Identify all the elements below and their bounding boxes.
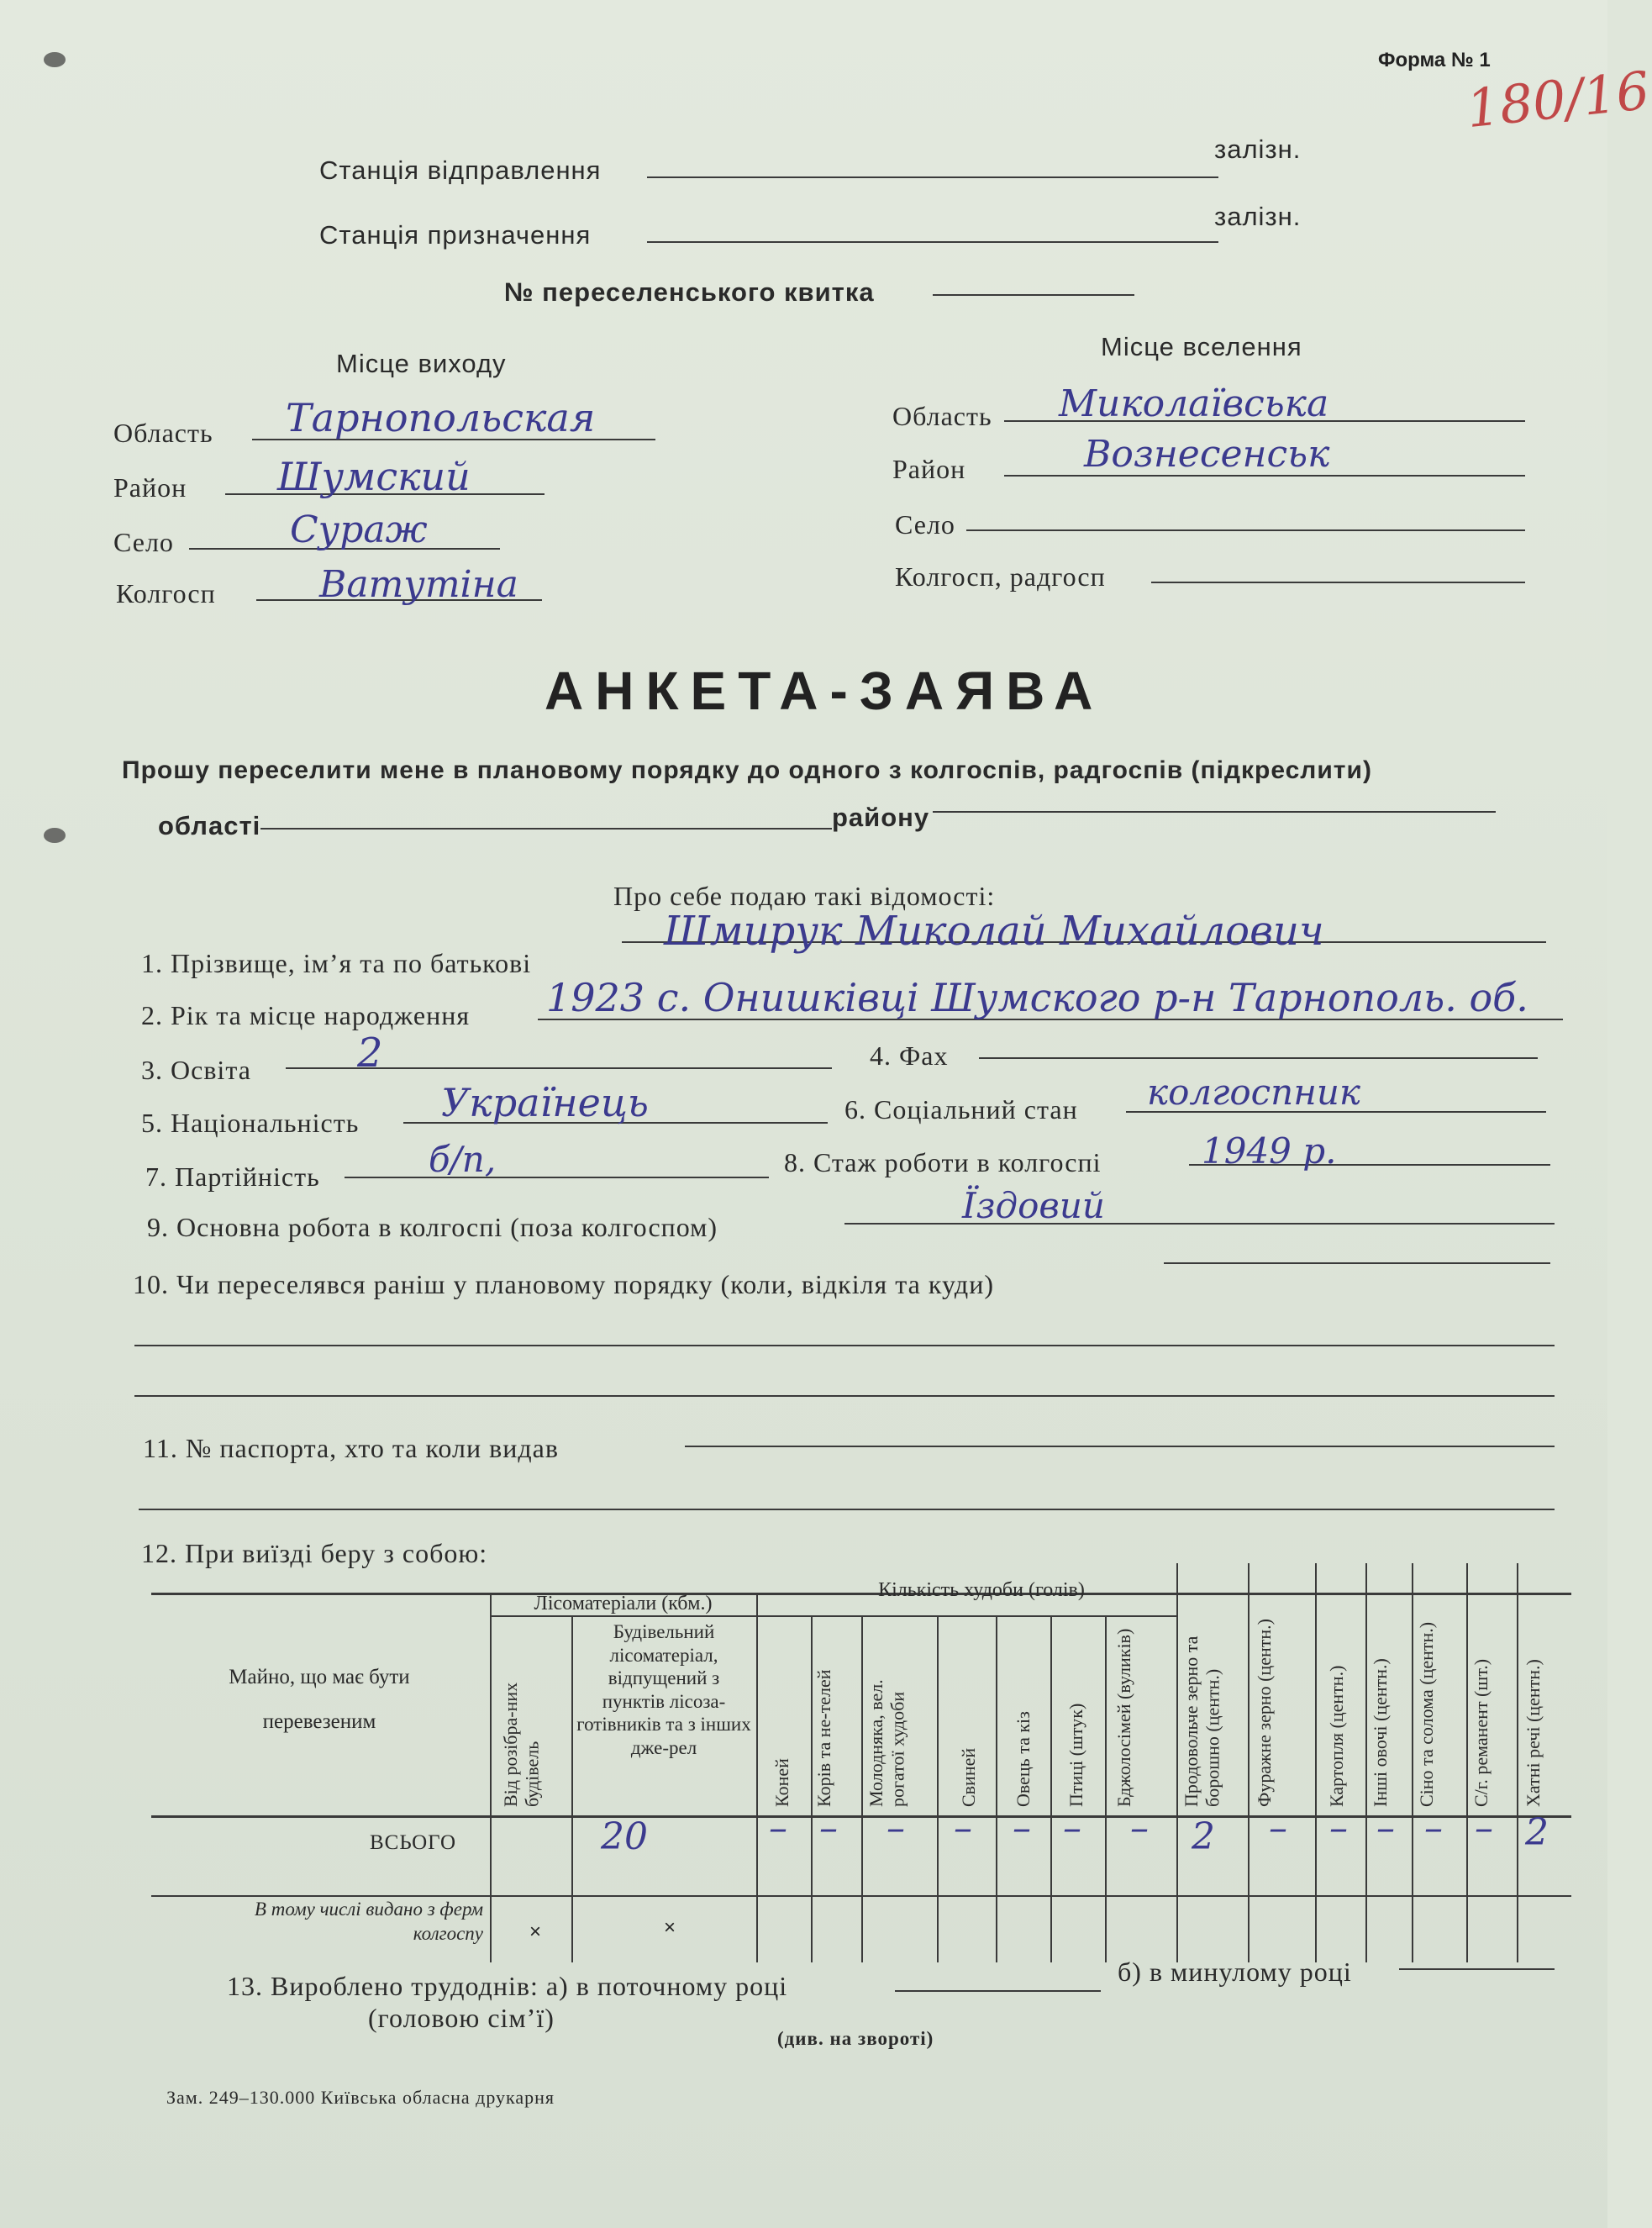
table-col-border [1365,1563,1367,1962]
document-title: АНКЕТА-ЗАЯВА [545,661,1105,721]
q13-label: 13. Вироблено трудоднів: а) в поточному році [227,1971,788,2001]
q13-previous-line [1399,1968,1555,1970]
reverse-note: (див. на звороті) [777,2028,934,2049]
col-building-lumber-header: Будівельний лісоматеріал, відпущений з пунктів лісоза-готівників та з інших дже-рел [576,1621,751,1758]
col-sheep-header: Овець та кіз [1013,1711,1034,1807]
q11-line-1 [685,1446,1555,1447]
q13-previous-label: б) в минулому році [1118,1957,1352,1987]
exit-kolkhoz-value: Ватутіна [319,563,518,606]
settle-district-value: Вознесенськ [1084,433,1330,476]
lumber-group-header: Лісоматеріали (кбм.) [534,1593,713,1614]
q6-label: 6. Соціальний стан [844,1094,1078,1125]
q7-label: 7. Партійність [145,1161,320,1192]
q7-line [345,1177,769,1178]
form-number: Форма № 1 [1378,49,1491,71]
q9-label: 9. Основна робота в колгоспі (поза колгоспом) [147,1212,718,1242]
destination-station-label: Станція призначення [319,220,592,250]
punch-hole-mark [44,828,66,843]
col-fodder-grain-header: Фуражне зерно (центн.) [1254,1619,1275,1807]
table-col-border [1248,1563,1250,1962]
col-poultry-header: Птиці (штук) [1065,1703,1086,1807]
total-sheep: – [1013,1807,1031,1850]
punch-hole-mark [44,52,66,67]
q10-label: 10. Чи переселявся раніш у плановому порядку (коли, відкіля та куди) [133,1269,994,1299]
livestock-group-header: Кількість худоби (голів) [878,1579,1085,1601]
q13-current-line [895,1990,1101,1992]
railway-label: залізн. [1214,202,1302,231]
total-potatoes: – [1329,1807,1348,1850]
col-beehives-header: Бджолосімей (вуликів) [1113,1628,1134,1807]
q2-label: 2. Рік та місце народження [141,1000,471,1030]
col-pigs-header: Свиней [958,1747,979,1807]
q2-value: 1923 с. Онишківці Шумского р-н Тарнополь. об. [546,975,1528,1020]
archive-mark: 180/16 [1463,59,1652,140]
raion-label: району [832,803,930,832]
table-col-border [1517,1563,1518,1962]
departure-station-label: Станція відправлення [319,155,602,185]
q13-sub-label: (головою сім’ї) [368,2003,555,2033]
q8-value: 1949 р. [1202,1130,1337,1172]
exit-region-label: Область [113,418,213,448]
table-col-border [861,1615,863,1962]
total-horses: – [769,1807,787,1850]
q9-value: Їздовий [962,1185,1105,1226]
q11-line-2 [139,1509,1555,1510]
table-col-border [811,1615,813,1962]
settle-kolkhoz-line [1151,582,1525,583]
total-vegetables: – [1376,1807,1395,1850]
col-food-grain-header: Продовольче зерно та борошно (центн.) [1181,1635,1223,1807]
exit-district-value: Шумский [277,454,471,499]
railway-label: залізн. [1214,134,1302,164]
destination-station-line [647,241,1218,243]
oblast-line [260,828,832,830]
exit-village-value: Сураж [290,508,428,551]
table-col-border [1176,1563,1178,1962]
q1-value: Шмирук Миколай Михайлович [664,908,1324,955]
table-col-border [756,1593,758,1962]
q6-value: колгоспник [1147,1072,1360,1113]
table-col-border [1050,1615,1052,1962]
table-col-border [571,1615,573,1962]
col-potatoes-header: Картопля (центн.) [1326,1665,1347,1807]
settle-district-label: Район [892,454,966,484]
col-young-cattle-header: Молодняка, вел. рогатої худоби [865,1679,908,1807]
table-col-border [937,1615,939,1962]
total-cows: – [819,1807,838,1850]
col-vegetables-header: Інші овочі (центн.) [1370,1658,1391,1807]
col-hay-header: Сіно та солома (центн.) [1416,1621,1437,1807]
q3-label: 3. Освіта [141,1055,251,1085]
table-col-border [1412,1563,1413,1962]
col-property-header: Майно, що має бути перевезеним [229,1666,410,1733]
livestock-group-border [756,1615,1176,1617]
col-tools-header: С/г. реманент (шт.) [1470,1658,1492,1807]
q8-label: 8. Стаж роботи в колгоспі [784,1147,1102,1177]
total-household: 2 [1525,1811,1549,1854]
q10-line-2 [134,1345,1555,1346]
exit-village-label: Село [113,527,174,557]
exit-district-label: Район [113,472,187,503]
total-food-grain: 2 [1192,1815,1215,1858]
q5-label: 5. Національність [141,1108,360,1138]
total-young-cattle: – [887,1807,905,1850]
printer-info: Зам. 249–130.000 Київська обласна друкарня [166,2087,555,2108]
settle-region-label: Область [892,401,992,431]
q3-value: 2 [357,1030,383,1077]
table-col-border [1315,1563,1317,1962]
total-tools: – [1475,1807,1493,1850]
col-cows-header: Корів та не-телей [813,1669,834,1807]
total-fodder-grain: – [1269,1807,1287,1850]
table-col-border [490,1593,492,1962]
table-col-border [1105,1615,1107,1962]
settle-heading: Місце вселення [1101,332,1302,361]
total-hay: – [1424,1807,1443,1850]
row-total-label: ВСЬОГО [370,1831,457,1854]
exit-region-value: Тарнопольская [286,395,596,440]
ticket-number-line [933,294,1134,296]
exit-kolkhoz-label: Колгосп [116,578,216,608]
exit-heading: Місце виходу [336,349,507,378]
q5-value: Українець [441,1080,649,1125]
kolkhoz-mark-dismantled: × [529,1920,542,1943]
departure-station-line [647,176,1218,178]
settle-village-line [966,529,1525,531]
col-dismantled-header: Від розібра-них будівель [500,1682,543,1807]
total-building-lumber: 20 [601,1815,648,1858]
col-household-header: Хатні речі (центн.) [1523,1659,1544,1807]
settle-village-label: Село [895,509,955,540]
q11-label: 11. № паспорта, хто та коли видав [143,1433,559,1463]
table-col-border [996,1615,997,1962]
q10-line-1 [1164,1262,1550,1264]
info-intro: Про себе подаю такі відомості: [613,881,996,911]
row-kolkhoz-label: В тому числі видано з ферм колгоспу [254,1899,483,1944]
total-beehives: – [1130,1807,1149,1850]
q9-line [844,1223,1555,1225]
oblast-label: області [158,811,261,840]
kolkhoz-mark-building-lumber: × [664,1916,676,1939]
total-poultry: – [1063,1807,1081,1850]
col-horses-header: Коней [771,1758,792,1807]
q1-label: 1. Прізвище, ім’я та по батькові [141,948,532,978]
total-pigs: – [954,1807,972,1850]
settle-kolkhoz-label: Колгосп, радгосп [895,561,1106,592]
table-col-border [1466,1563,1468,1962]
q4-line [979,1057,1538,1059]
request-line: Прошу переселити мене в плановому порядку до одного з колгоспів, радгоспів (підкреслити) [122,756,1372,784]
ticket-number-label: № переселенського квитка [504,277,875,307]
q4-label: 4. Фах [870,1040,949,1071]
settle-region-value: Миколаївська [1059,382,1329,425]
raion-line [933,811,1496,813]
q12-label: 12. При виїзді беру з собою: [141,1538,488,1568]
q7-value: б/п, [429,1139,497,1180]
q10-line-3 [134,1395,1555,1397]
